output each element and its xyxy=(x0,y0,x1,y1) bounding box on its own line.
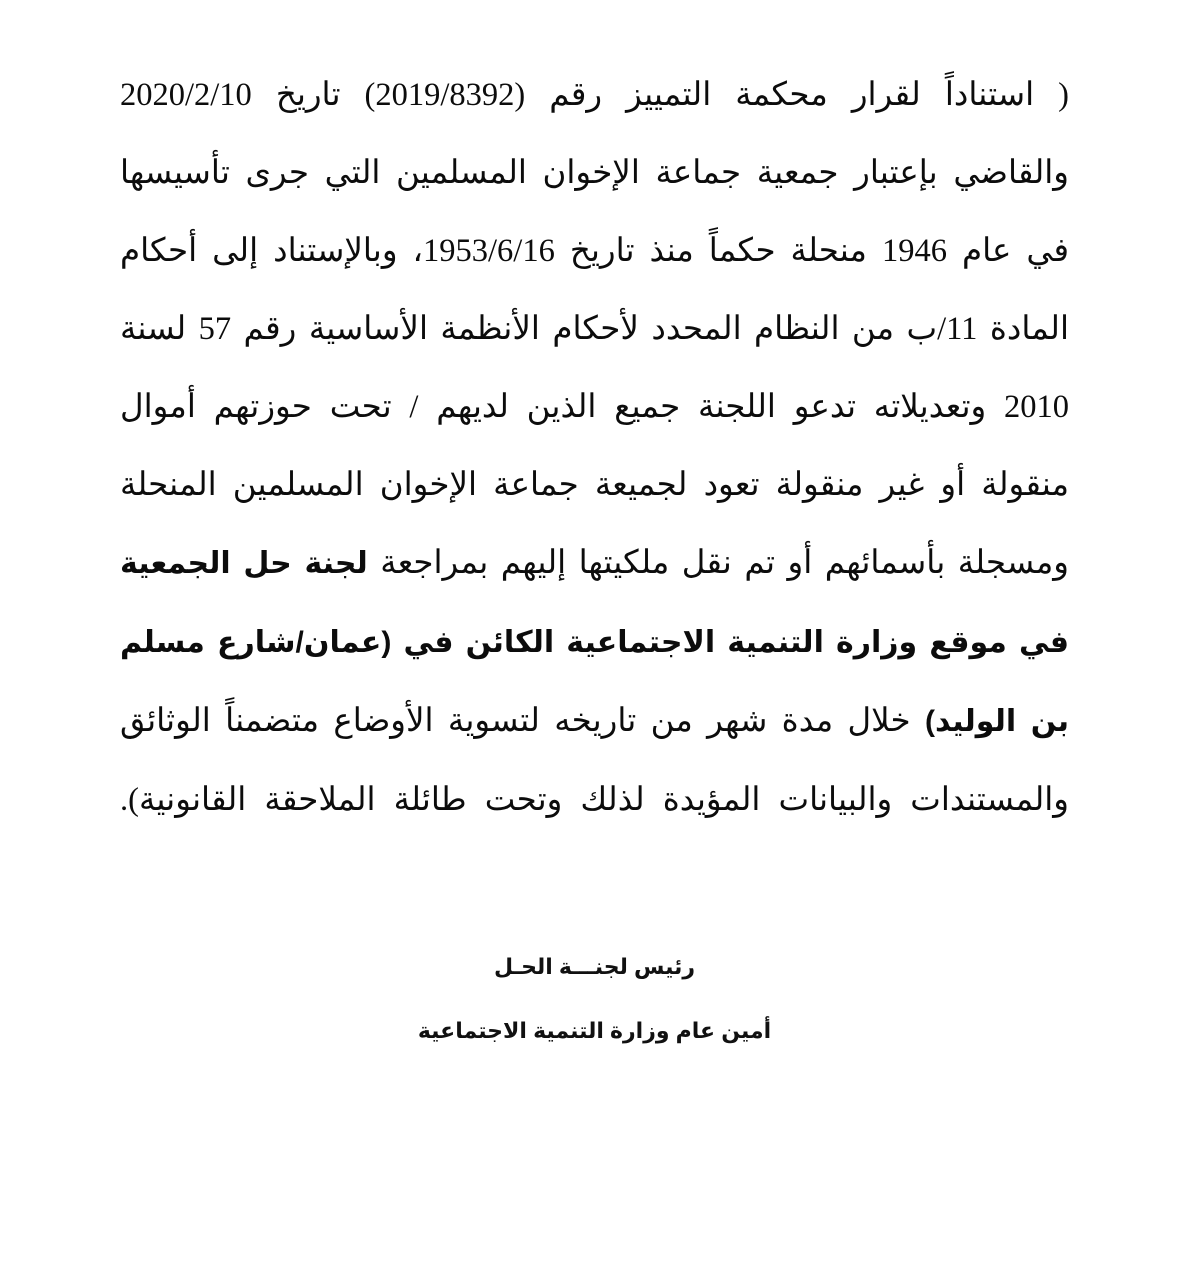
paragraph-bold-segment: لجنة حل الجمعية في موقع وزارة التنمية الاجتماعية الكائن في (عمان/شارع مسلم بن الوليد) xyxy=(120,547,1069,738)
paragraph-part-2: خلال مدة شهر من تاريخه لتسوية الأوضاع متضمناً الوثائق والمستندات والبيانات المؤيدة لذلك وتحت طائلة الملاحقة القانونية). xyxy=(120,703,1069,818)
announcement-paragraph xyxy=(120,56,1069,839)
signature-block xyxy=(120,954,1069,1044)
page-bottom-margin xyxy=(0,1241,1189,1267)
signatory-position: أمين عام وزارة التنمية الاجتماعية xyxy=(417,1018,772,1043)
signatory-title: رئيس لجنـــة الحـل xyxy=(493,954,696,979)
paragraph-part-1: ( استناداً لقرار محكمة التمييز رقم (2019/8392) تاريخ 2020/2/10 والقاضي بإعتبار جمعية جماعة الإخوان المسلمين التي جرى تأسيسها في عام 1946 منحلة حكماً منذ تاريخ 1953/6/16، وبالإستناد إلى أحكام المادة 11/ب من النظام المحدد لأحكام الأنظمة الأساسية رقم 57 لسنة 2010 وتعديلاته تدعو اللجنة جميع الذين لديهم / تحت حوزتهم أموال منقولة أو غير منقولة تعود لجميعة جماعة الإخوان المسلمين المنحلة ومسجلة بأسمائهم أو تم نقل ملكيتها إليهم بمراجعة xyxy=(120,77,1069,581)
